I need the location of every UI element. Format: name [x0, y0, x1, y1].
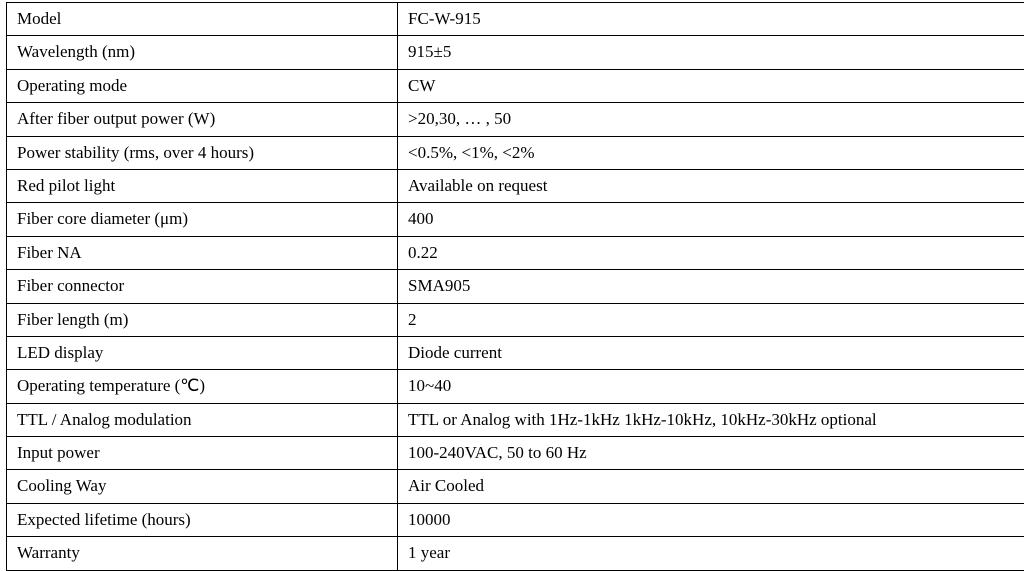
specification-table-body	[7, 3, 1024, 571]
value-cell: <0.5%, <1%, <2%	[398, 136, 1024, 169]
table-row	[7, 203, 1024, 236]
parameter-cell: Input power	[7, 437, 398, 470]
value-cell: >20,30, … , 50	[398, 103, 1024, 136]
parameter-cell: Wavelength (nm)	[7, 36, 398, 69]
table-row	[7, 403, 1024, 436]
table-row	[7, 236, 1024, 269]
parameter-cell: Operating temperature (℃)	[7, 370, 398, 403]
table-row	[7, 69, 1024, 102]
value-cell: 0.22	[398, 236, 1024, 269]
value-cell: 100-240VAC, 50 to 60 Hz	[398, 437, 1024, 470]
parameter-cell: Warranty	[7, 537, 398, 570]
specification-document	[0, 2, 1024, 571]
value-cell: Air Cooled	[398, 470, 1024, 503]
parameter-cell: Operating mode	[7, 69, 398, 102]
table-row	[7, 470, 1024, 503]
value-cell: Diode current	[398, 336, 1024, 369]
table-row	[7, 303, 1024, 336]
table-row	[7, 336, 1024, 369]
value-cell: 1 year	[398, 537, 1024, 570]
table-row	[7, 537, 1024, 570]
parameter-cell: Fiber length (m)	[7, 303, 398, 336]
parameter-cell: After fiber output power (W)	[7, 103, 398, 136]
value-cell: 10000	[398, 503, 1024, 536]
value-cell: FC-W-915	[398, 3, 1024, 36]
value-cell: 915±5	[398, 36, 1024, 69]
table-row	[7, 3, 1024, 36]
parameter-cell: Fiber connector	[7, 270, 398, 303]
value-cell: SMA905	[398, 270, 1024, 303]
table-row	[7, 503, 1024, 536]
table-row	[7, 36, 1024, 69]
parameter-cell: Red pilot light	[7, 169, 398, 202]
value-cell: Available on request	[398, 169, 1024, 202]
parameter-cell: Model	[7, 3, 398, 36]
parameter-cell: Power stability (rms, over 4 hours)	[7, 136, 398, 169]
parameter-cell: Fiber NA	[7, 236, 398, 269]
table-row	[7, 169, 1024, 202]
value-cell: 400	[398, 203, 1024, 236]
parameter-cell: LED display	[7, 336, 398, 369]
table-row	[7, 370, 1024, 403]
table-row	[7, 270, 1024, 303]
value-cell: 2	[398, 303, 1024, 336]
value-cell: 10~40	[398, 370, 1024, 403]
value-cell: TTL or Analog with 1Hz-1kHz 1kHz-10kHz, 10kHz-30kHz optional	[398, 403, 1024, 436]
specification-table	[6, 2, 1024, 571]
parameter-cell: Fiber core diameter (μm)	[7, 203, 398, 236]
parameter-cell: Expected lifetime (hours)	[7, 503, 398, 536]
parameter-cell: Cooling Way	[7, 470, 398, 503]
value-cell: CW	[398, 69, 1024, 102]
parameter-cell: TTL / Analog modulation	[7, 403, 398, 436]
table-row	[7, 136, 1024, 169]
table-row	[7, 437, 1024, 470]
table-row	[7, 103, 1024, 136]
